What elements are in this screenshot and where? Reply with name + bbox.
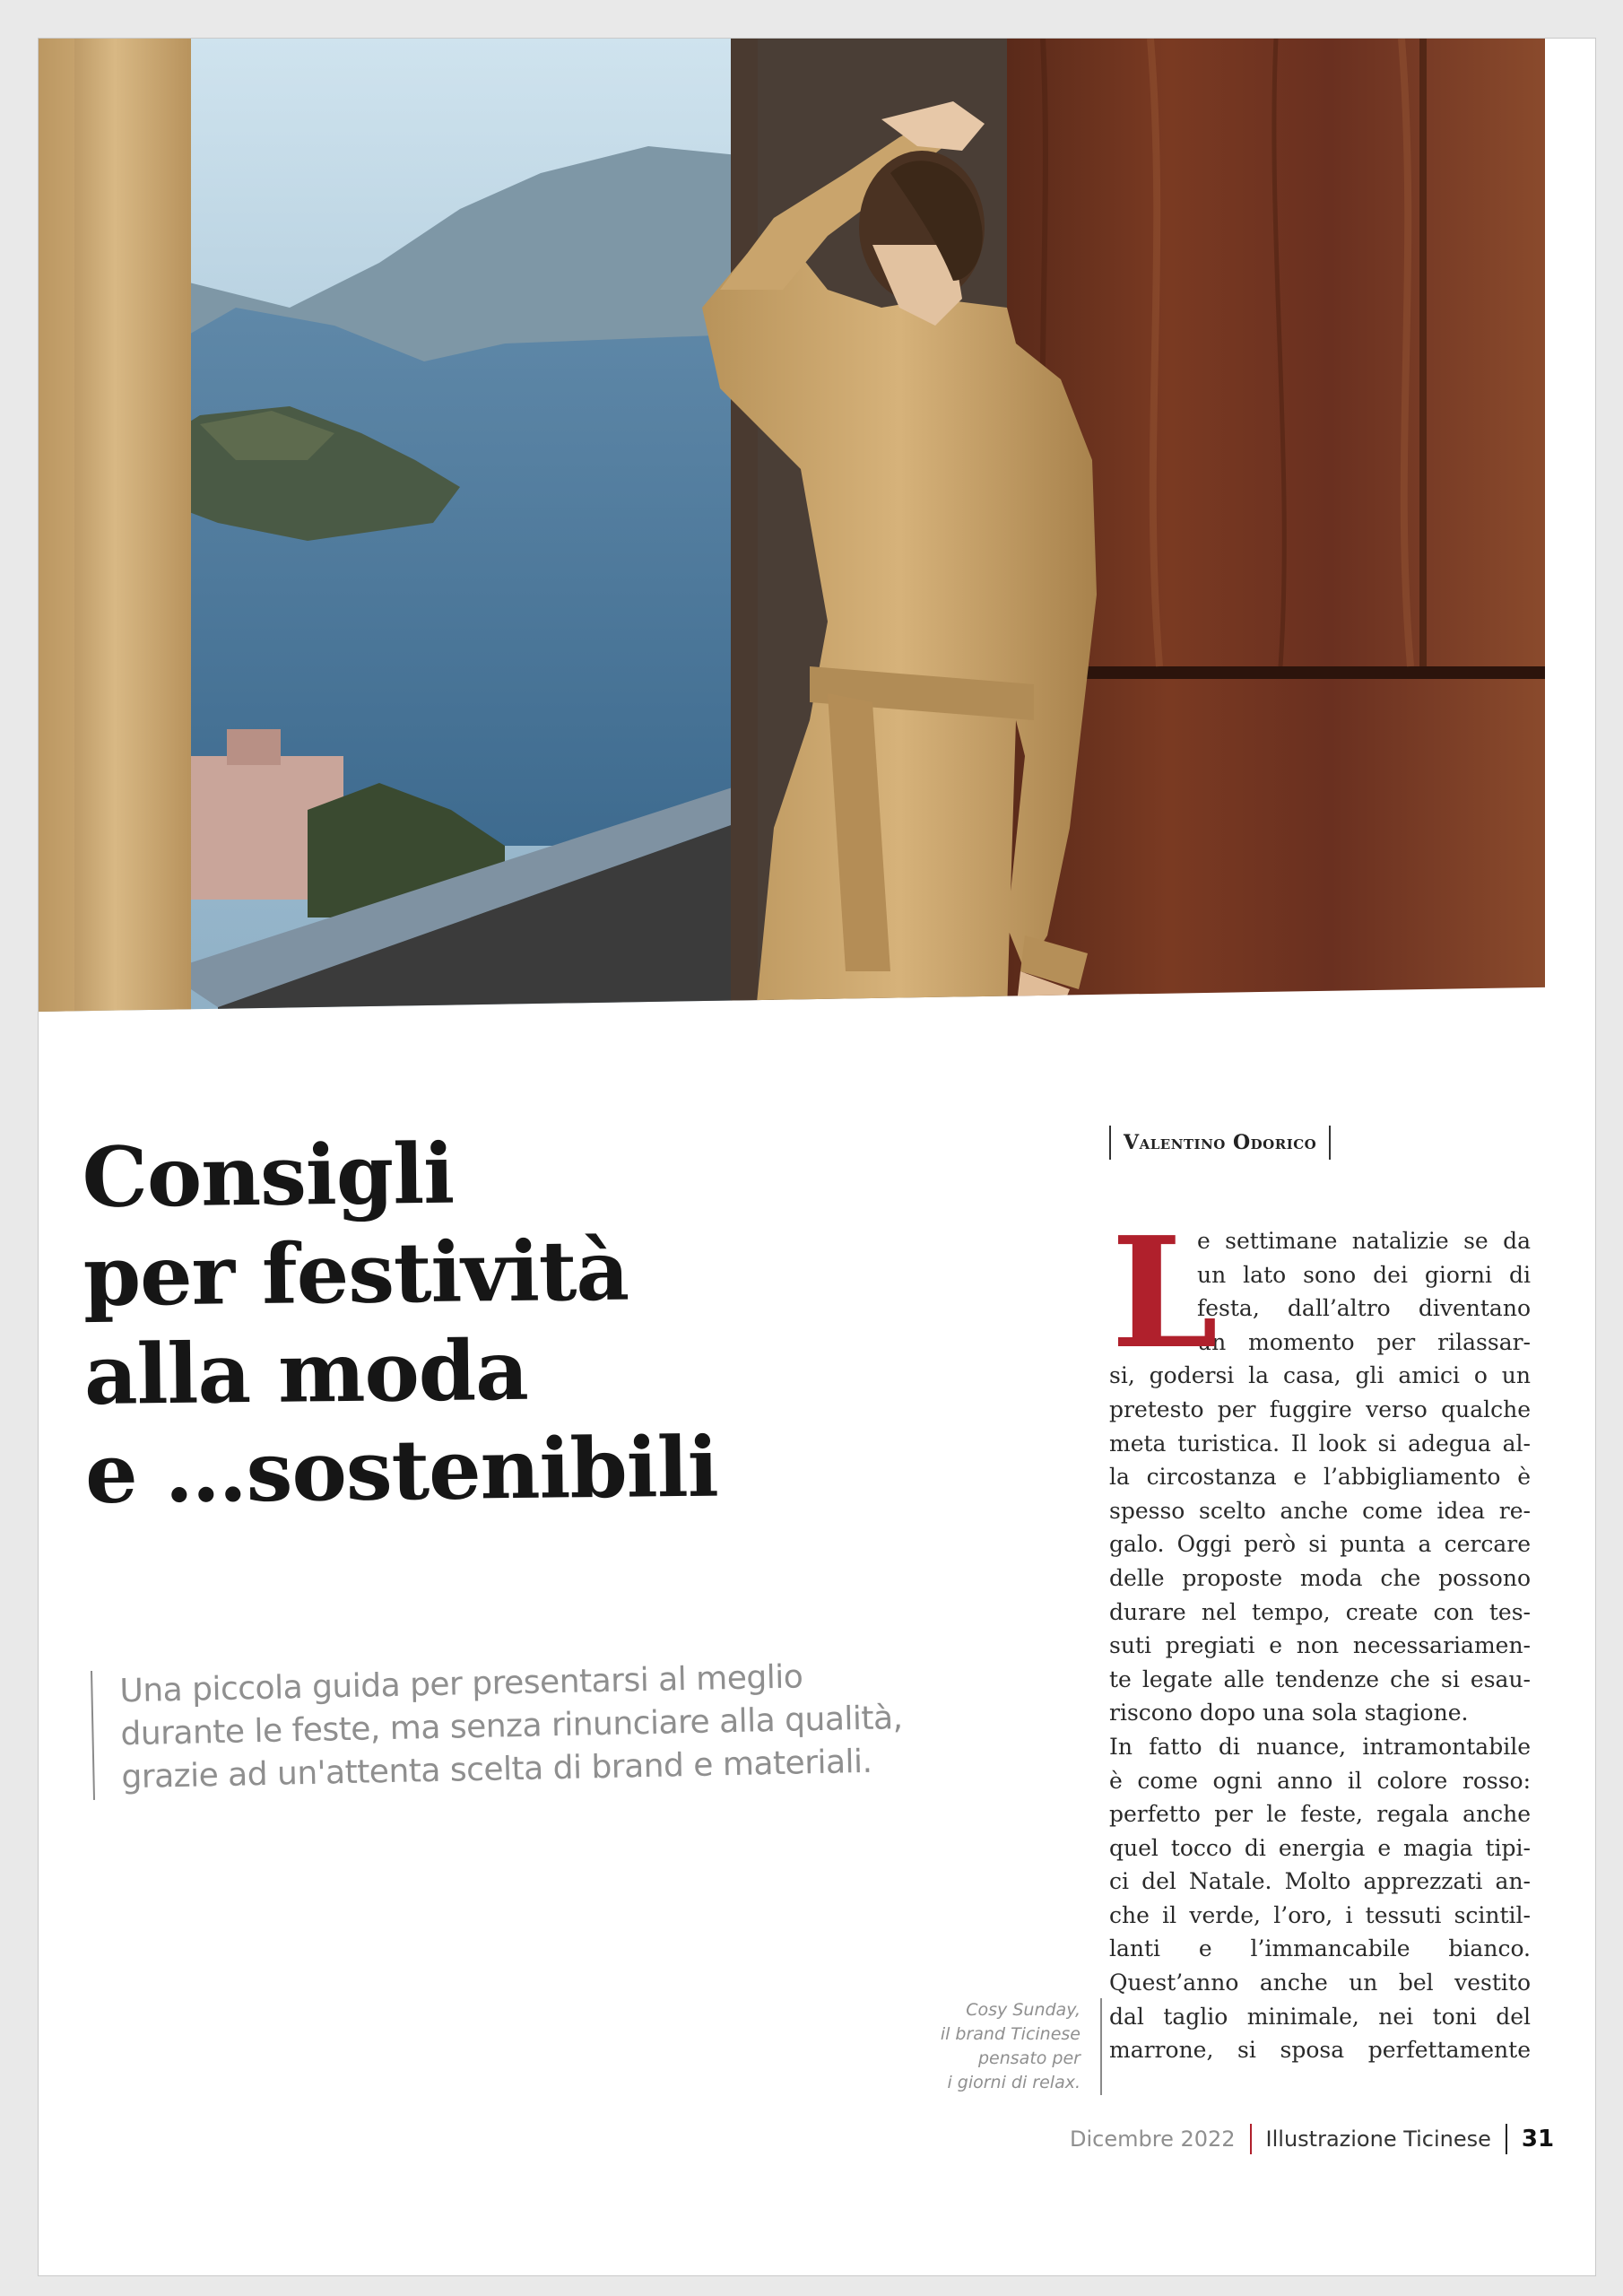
body-line: galo. Oggi però si punta a cercare [1109, 1531, 1531, 1558]
headline-line: per festività [82, 1222, 629, 1325]
author-byline: Valentino Odorico [1109, 1126, 1331, 1160]
magazine-name: Illustrazione Ticinese [1265, 2126, 1491, 2152]
body-line: meta turistica. Il look si adegua al- [1109, 1430, 1531, 1457]
body-line: si, godersi la casa, gli amici o un [1109, 1362, 1531, 1389]
body-line: dal taglio minimale, nei toni del [1109, 2003, 1531, 2030]
footer-divider [1250, 2124, 1252, 2154]
caption-line: Cosy Sunday, [966, 2000, 1081, 2020]
page-number: 31 [1521, 2126, 1555, 2152]
article-body [1109, 1204, 1531, 2067]
body-line: spesso scelto anche come idea re- [1109, 1497, 1531, 1524]
body-line: un lato sono dei giorni di [1197, 1261, 1531, 1288]
fashion-photo-icon [39, 39, 1545, 1012]
caption-line: pensato per [977, 2048, 1081, 2068]
magazine-page [38, 38, 1596, 2276]
body-line: la circostanza e l’abbigliamento è [1109, 1464, 1531, 1491]
body-line: In fatto di nuance, intramontabile [1109, 1733, 1531, 1760]
body-line: marrone, si sposa perfettamente [1109, 2037, 1531, 2064]
headline-line: Consigli [82, 1125, 455, 1226]
headline-line: e …sostenibili [84, 1418, 719, 1522]
issue-date: Dicembre 2022 [1070, 2126, 1236, 2152]
body-line: quel tocco di energia e magia tipi- [1109, 1834, 1531, 1861]
article-standfirst [91, 1653, 947, 1800]
dropcap-glyph: L [1111, 1204, 1219, 1383]
photo-caption [846, 1998, 1102, 2095]
standfirst-line: grazie ad un'attenta scelta di brand e materiali. [121, 1743, 872, 1796]
body-line: delle proposte moda che possono [1109, 1564, 1531, 1591]
article-headline [82, 1120, 821, 1523]
headline-line: alla moda [83, 1321, 529, 1423]
page-footer [1070, 2121, 1554, 2157]
body-line: un momento per rilassar- [1197, 1328, 1531, 1355]
body-line: pretesto per fuggire verso qualche [1109, 1396, 1531, 1422]
footer-divider [1506, 2124, 1507, 2154]
dropcap-letter [1109, 1204, 1219, 1383]
body-line: durare nel tempo, create con tes- [1109, 1598, 1531, 1625]
body-line: festa, dall’altro diventano [1197, 1295, 1531, 1322]
body-line: Quest’anno anche un bel vestito [1109, 1970, 1531, 1996]
body-line: che il verde, l’oro, i tessuti scintil- [1109, 1901, 1531, 1928]
hero-photo [39, 39, 1545, 1012]
body-line: ci del Natale. Molto apprezzati an- [1109, 1868, 1531, 1895]
body-line: e settimane natalizie se da [1197, 1228, 1531, 1254]
body-line: suti pregiati e non necessariamen- [1109, 1632, 1531, 1659]
standfirst-line: Una piccola guida per presentarsi al meglio [119, 1658, 803, 1710]
body-line: riscono dopo una sola stagione. [1109, 1700, 1469, 1726]
body-line: lanti e l’immancabile bianco. [1109, 1935, 1531, 1962]
caption-line: i giorni di relax. [947, 2073, 1081, 2092]
body-line: perfetto per le feste, regala anche [1109, 1801, 1531, 1828]
standfirst-line: durante le feste, ma senza rinunciare alla qualità, [120, 1700, 903, 1753]
caption-line: il brand Ticinese [940, 2024, 1081, 2044]
body-line: è come ogni anno il colore rosso: [1109, 1767, 1531, 1794]
body-line: te legate alle tendenze che si esau- [1109, 1665, 1531, 1692]
